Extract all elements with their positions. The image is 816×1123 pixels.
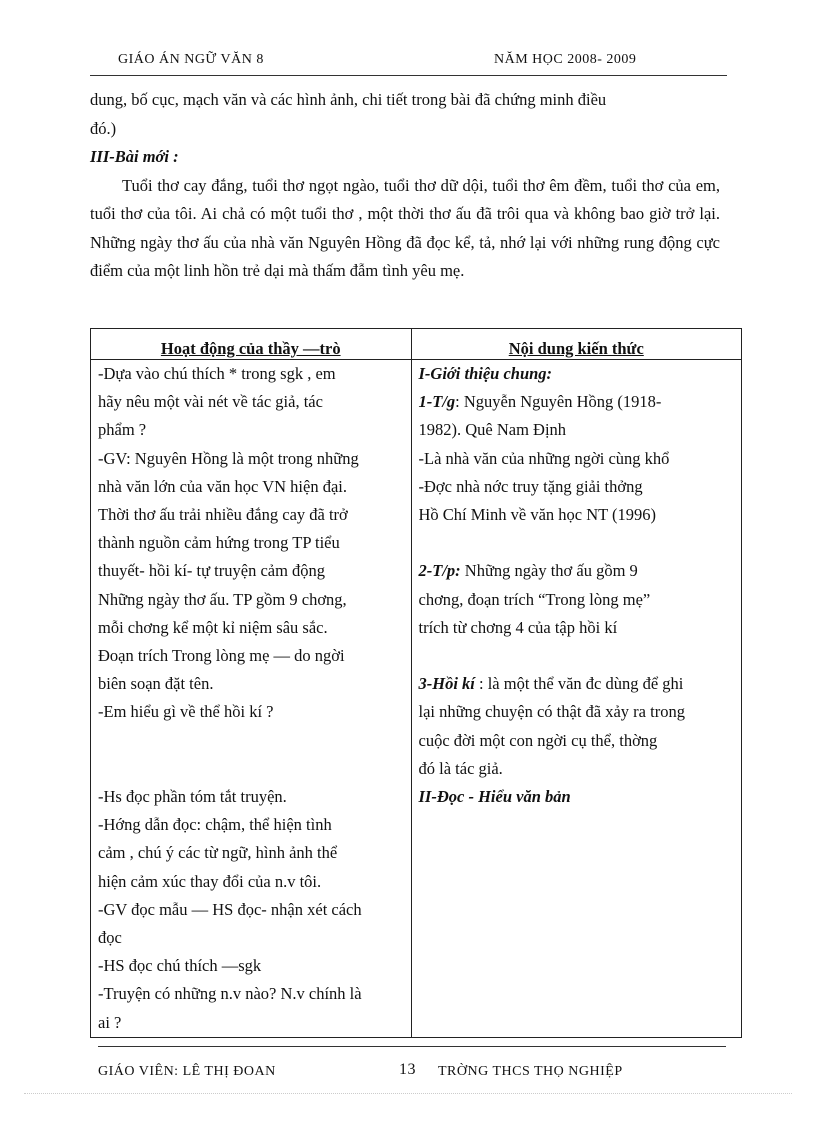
hoi-ki-label: 3-Hồi kí [418,674,475,694]
activity-line: thành nguồn cảm hứng trong TP tiểu [98,533,340,553]
table-body-row [91,360,742,1038]
page-number: 13 [399,1061,416,1078]
activity-line: -Dựa vào chú thích * trong sgk , em [98,364,336,383]
activity-line: đọc [98,928,122,948]
activity-line: nhà văn lớn của văn học VN hiện đại. [98,476,347,496]
activities-lines [98,360,404,1037]
tac-gia-label: 1-T/g [418,392,456,412]
tac-pham-line [419,557,735,585]
activity-line: phẩm ? [98,420,147,440]
col-header-content: Nội dung kiến thức [411,329,742,360]
header-left-text: GIÁO ÁN NGỮ VĂN 8 [118,52,264,67]
intro-paragraph: Tuổi thơ cay đắng, tuổi thơ ngọt ngào, tuổi thơ dữ dội, tuổi thơ êm đềm, tuổi thơ của em, tuổi thơ của tôi. Ai chả có một tuổi thơ , một thời thơ ấu đã trôi qua và không bao giờ trở lại. Những ngày thơ ấu của nhà văn Nguyên Hồng đã đọc kể, tả, nhớ lại với những rung động cực điểm của một linh hồn trẻ dại mà thấm đẫm tình yêu mẹ. [90,175,720,280]
activity-line: Đoạn trích Trong lòng mẹ — do ngời [98,646,345,666]
activity-line: -Truyện có những n.v nào? N.v chính là [98,984,362,1004]
content-cell [411,360,742,1038]
col-header-activities: Hoạt động của thầy —trò [91,329,412,360]
intro-line-1: dung, bố cục, mạch văn và các hình ảnh, chi tiết trong bài đã chứng minh điều [90,90,607,109]
activity-line: -Em hiểu gì về thể hồi kí ? [98,702,274,722]
tac-pham-line-3: trích từ chơng 4 của tập hồi kí [418,617,618,637]
hoi-ki-line-3: cuộc đời một con ngời cụ thể, thờng [418,730,658,750]
activity-line: thuyết- hồi kí- tự truyện cảm động [98,561,326,581]
section-title: III-Bài mới : [90,147,179,166]
intro-section [90,86,720,286]
hoi-ki-line [419,670,735,698]
tac-gia-line-3: -Là nhà văn của những ngời cùng khổ [418,448,670,468]
page-header [98,48,726,70]
activities-cell [91,360,412,1038]
activity-line: biên soạn đặt tên. [98,674,214,694]
tac-pham-line-2: chơng, đoạn trích “Trong lòng mẹ” [418,589,651,609]
activity-line [98,727,404,755]
tac-pham-text: Những ngày thơ ấu gồm 9 [460,561,638,581]
activity-line: Những ngày thơ ấu. TP gồm 9 chơng, [98,589,347,609]
activity-line: hãy nêu một vài nét về tác giả, tác [98,392,323,412]
page-bottom-divider [24,1093,792,1095]
activity-line: -Hs đọc phần tóm tắt truyện. [98,787,287,807]
hoi-ki-line-4: đó là tác giả. [418,758,503,778]
tac-pham-label: 2-T/p: [418,561,461,581]
spacer [419,529,735,557]
activity-line: cảm , chú ý các từ ngữ, hình ảnh thể [98,843,338,863]
header-rule [90,75,727,76]
activity-line [98,755,404,783]
activity-line: mỗi chơng kể một kỉ niệm sâu sắc. [98,617,328,637]
tac-gia-line-4: -Đợc nhà nớc truy tặng giải thởng [418,476,643,496]
activity-line: hiện cảm xúc thay đổi của n.v tôi. [98,871,322,891]
activity-line: -GV: Nguyên Hồng là một trong những [98,448,359,468]
gioi-thieu-heading: I-Giới thiệu chung: [418,364,553,383]
spacer [419,642,735,670]
intro-line-2: đó.) [90,118,117,138]
activity-line: -HS đọc chú thích —sgk [98,956,262,976]
activity-line: -Hớng dẫn đọc: chậm, thể hiện tình [98,815,332,835]
page-footer [98,1060,738,1080]
tac-gia-line-5: Hồ Chí Minh về văn học NT (1996) [418,505,657,525]
hoi-ki-text: : là một thể văn đc dùng để ghi [474,674,684,694]
activity-line: -GV đọc mẫu — HS đọc- nhận xét cách [98,899,362,919]
activity-line: ai ? [98,1012,122,1032]
footer-school: TRỜNG THCS THỌ NGHIỆP [438,1064,623,1079]
activity-line: Thời thơ ấu trải nhiều đắng cay đã trở [98,505,348,525]
footer-teacher: GIÁO VIÊN: LÊ THỊ ĐOAN [98,1064,276,1079]
hoi-ki-line-2: lại những chuyện có thật đã xảy ra trong [418,702,685,722]
tac-gia-line-2: 1982). Quê Nam Định [418,420,567,440]
footer-rule [98,1046,726,1047]
tac-gia-text: : Nguyễn Nguyên Hồng (1918- [455,392,662,412]
header-right-text: NĂM HỌC 2008- 2009 [494,52,637,67]
table-header-row [91,329,742,360]
doc-hieu-heading: II-Đọc - Hiểu văn bản [418,787,571,807]
lesson-table [90,328,742,1038]
tac-gia-line [419,388,735,416]
